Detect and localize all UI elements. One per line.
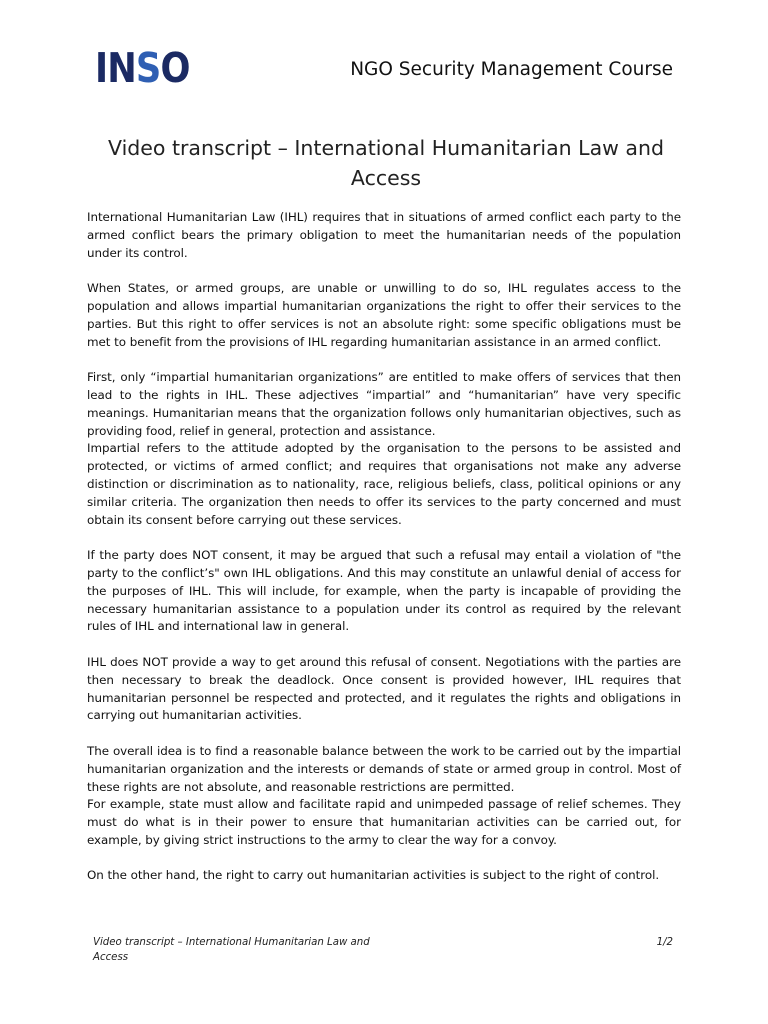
document-title: Video transcript – International Humanitarian Law and Access [108, 136, 664, 190]
paragraph: When States, or armed groups, are unable or unwilling to do so, IHL regulates access to the population and allows impartial humanitarian organizations the right to offer their services to the parties. But this right to offer services is not an absolute right: some specific obligations must be met to benefit from the provisions of IHL regarding humanitarian assistance in an armed conflict. [87, 281, 681, 349]
document-body [87, 209, 681, 885]
logo-text-part2: S [135, 44, 161, 92]
paragraph: International Humanitarian Law (IHL) requires that in situations of armed conflict each party to the armed conflict bears the primary obligation to meet the humanitarian needs of the population under its control. [87, 210, 681, 260]
course-title: NGO Security Management Course [350, 59, 673, 80]
logo-text-part1: IN [95, 44, 136, 92]
logo-text-part3: O [160, 44, 190, 92]
footer-doc-title: Video transcript – International Humanitarian Law and Access [93, 937, 370, 963]
paragraph: Impartial refers to the attitude adopted by the organisation to the persons to be assisted and protected, or victims of armed conflict; and requires that organisations not make any adverse distinction or discrimination as to nationality, race, religious beliefs, class, political opinions or any similar criteria. The organization then needs to offer its services to the party concerned and must obtain its consent before carrying out these services. [87, 441, 681, 527]
inso-logo [95, 44, 190, 92]
paragraph: The overall idea is to find a reasonable balance between the work to be carried out by the impartial humanitarian organization and the interests or demands of state or armed group in control. Most of these rights are not absolute, and reasonable restrictions are permitted. [87, 743, 681, 794]
paragraph: If the party does NOT consent, it may be argued that such a refusal may entail a violation of "the party to the conflict’s" own IHL obligations. And this may constitute an unlawful denial of access for the purposes of IHL. This will include, for example, when the party is incapable of providing the necessary humanitarian assistance to a population under its control as required by the relevant rules of IHL and international law in general. [87, 548, 681, 634]
paragraph: IHL does NOT provide a way to get around this refusal of consent. Negotiations with the parties are then necessary to break the deadlock. Once consent is provided however, IHL requires that humanitarian personnel be respected and protected, and it regulates the rights and obligations in carrying out humanitarian activities. [87, 654, 681, 723]
paragraph: For example, state must allow and facilitate rapid and unimpeded passage of relief schemes. They must do what is in their power to ensure that humanitarian activities can be carried out, for example, by giving strict instructions to the army to clear the way for a convoy. [87, 797, 681, 847]
paragraph: On the other hand, the right to carry out humanitarian activities is subject to the right of control. [87, 868, 660, 883]
page-number: 1/2 [656, 937, 673, 948]
paragraph: First, only “impartial humanitarian organizations” are entitled to make offers of services that then lead to the rights in IHL. These adjectives “impartial” and “humanitarian” have very specific meanings. Humanitarian means that the organization follows only humanitarian objectives, such as providing food, relief in general, protection and assistance. [87, 370, 681, 438]
